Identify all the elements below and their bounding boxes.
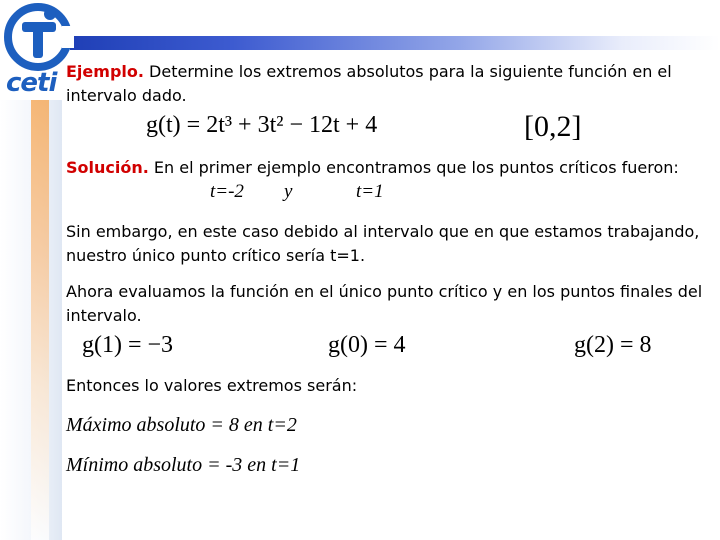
paragraph-2: Sin embargo, en este caso debido al intervalo que en que estamos trabajando, nuestro único punto crítico sería t=1. — [66, 222, 700, 265]
minimum-line: Mínimo absoluto = -3 en t=1 — [66, 454, 301, 476]
conjunction: y — [284, 181, 293, 202]
evaluation-g1: g(1) = −3 — [82, 332, 174, 358]
maximum-line: Máximo absoluto = 8 en t=2 — [66, 414, 297, 436]
example-text: Determine los extremos absolutos para la siguiente función en el intervalo dado. — [66, 62, 672, 105]
solution-paragraph — [66, 156, 706, 180]
critical-point-1: t=-2 — [210, 181, 244, 202]
interval: [0,2] — [524, 110, 582, 143]
critical-point-2: t=1 — [356, 181, 384, 202]
solution-label: Solución. — [66, 158, 149, 177]
decorative-orange-strip — [31, 100, 49, 540]
solution-block — [66, 156, 706, 180]
title-gradient-bar — [70, 36, 720, 50]
logo-text: ceti — [6, 68, 57, 98]
paragraph-3-block — [66, 280, 706, 328]
evaluation-g0: g(0) = 4 — [328, 332, 406, 358]
example-paragraph — [66, 60, 706, 108]
paragraph-2-block — [66, 220, 706, 268]
paragraph-4: Entonces lo valores extremos serán: — [66, 376, 358, 395]
function-equation: g(t) = 2t³ + 3t² − 12t + 4 — [146, 112, 378, 138]
example-label: Ejemplo. — [66, 62, 144, 81]
evaluation-g2: g(2) = 8 — [574, 332, 652, 358]
solution-text: En el primer ejemplo encontramos que los puntos críticos fueron: — [153, 158, 679, 177]
paragraph-3: Ahora evaluamos la función en el único punto crítico y en los puntos finales del intervalo. — [66, 282, 703, 325]
slide-content — [66, 60, 706, 108]
paragraph-4-block — [66, 374, 706, 398]
